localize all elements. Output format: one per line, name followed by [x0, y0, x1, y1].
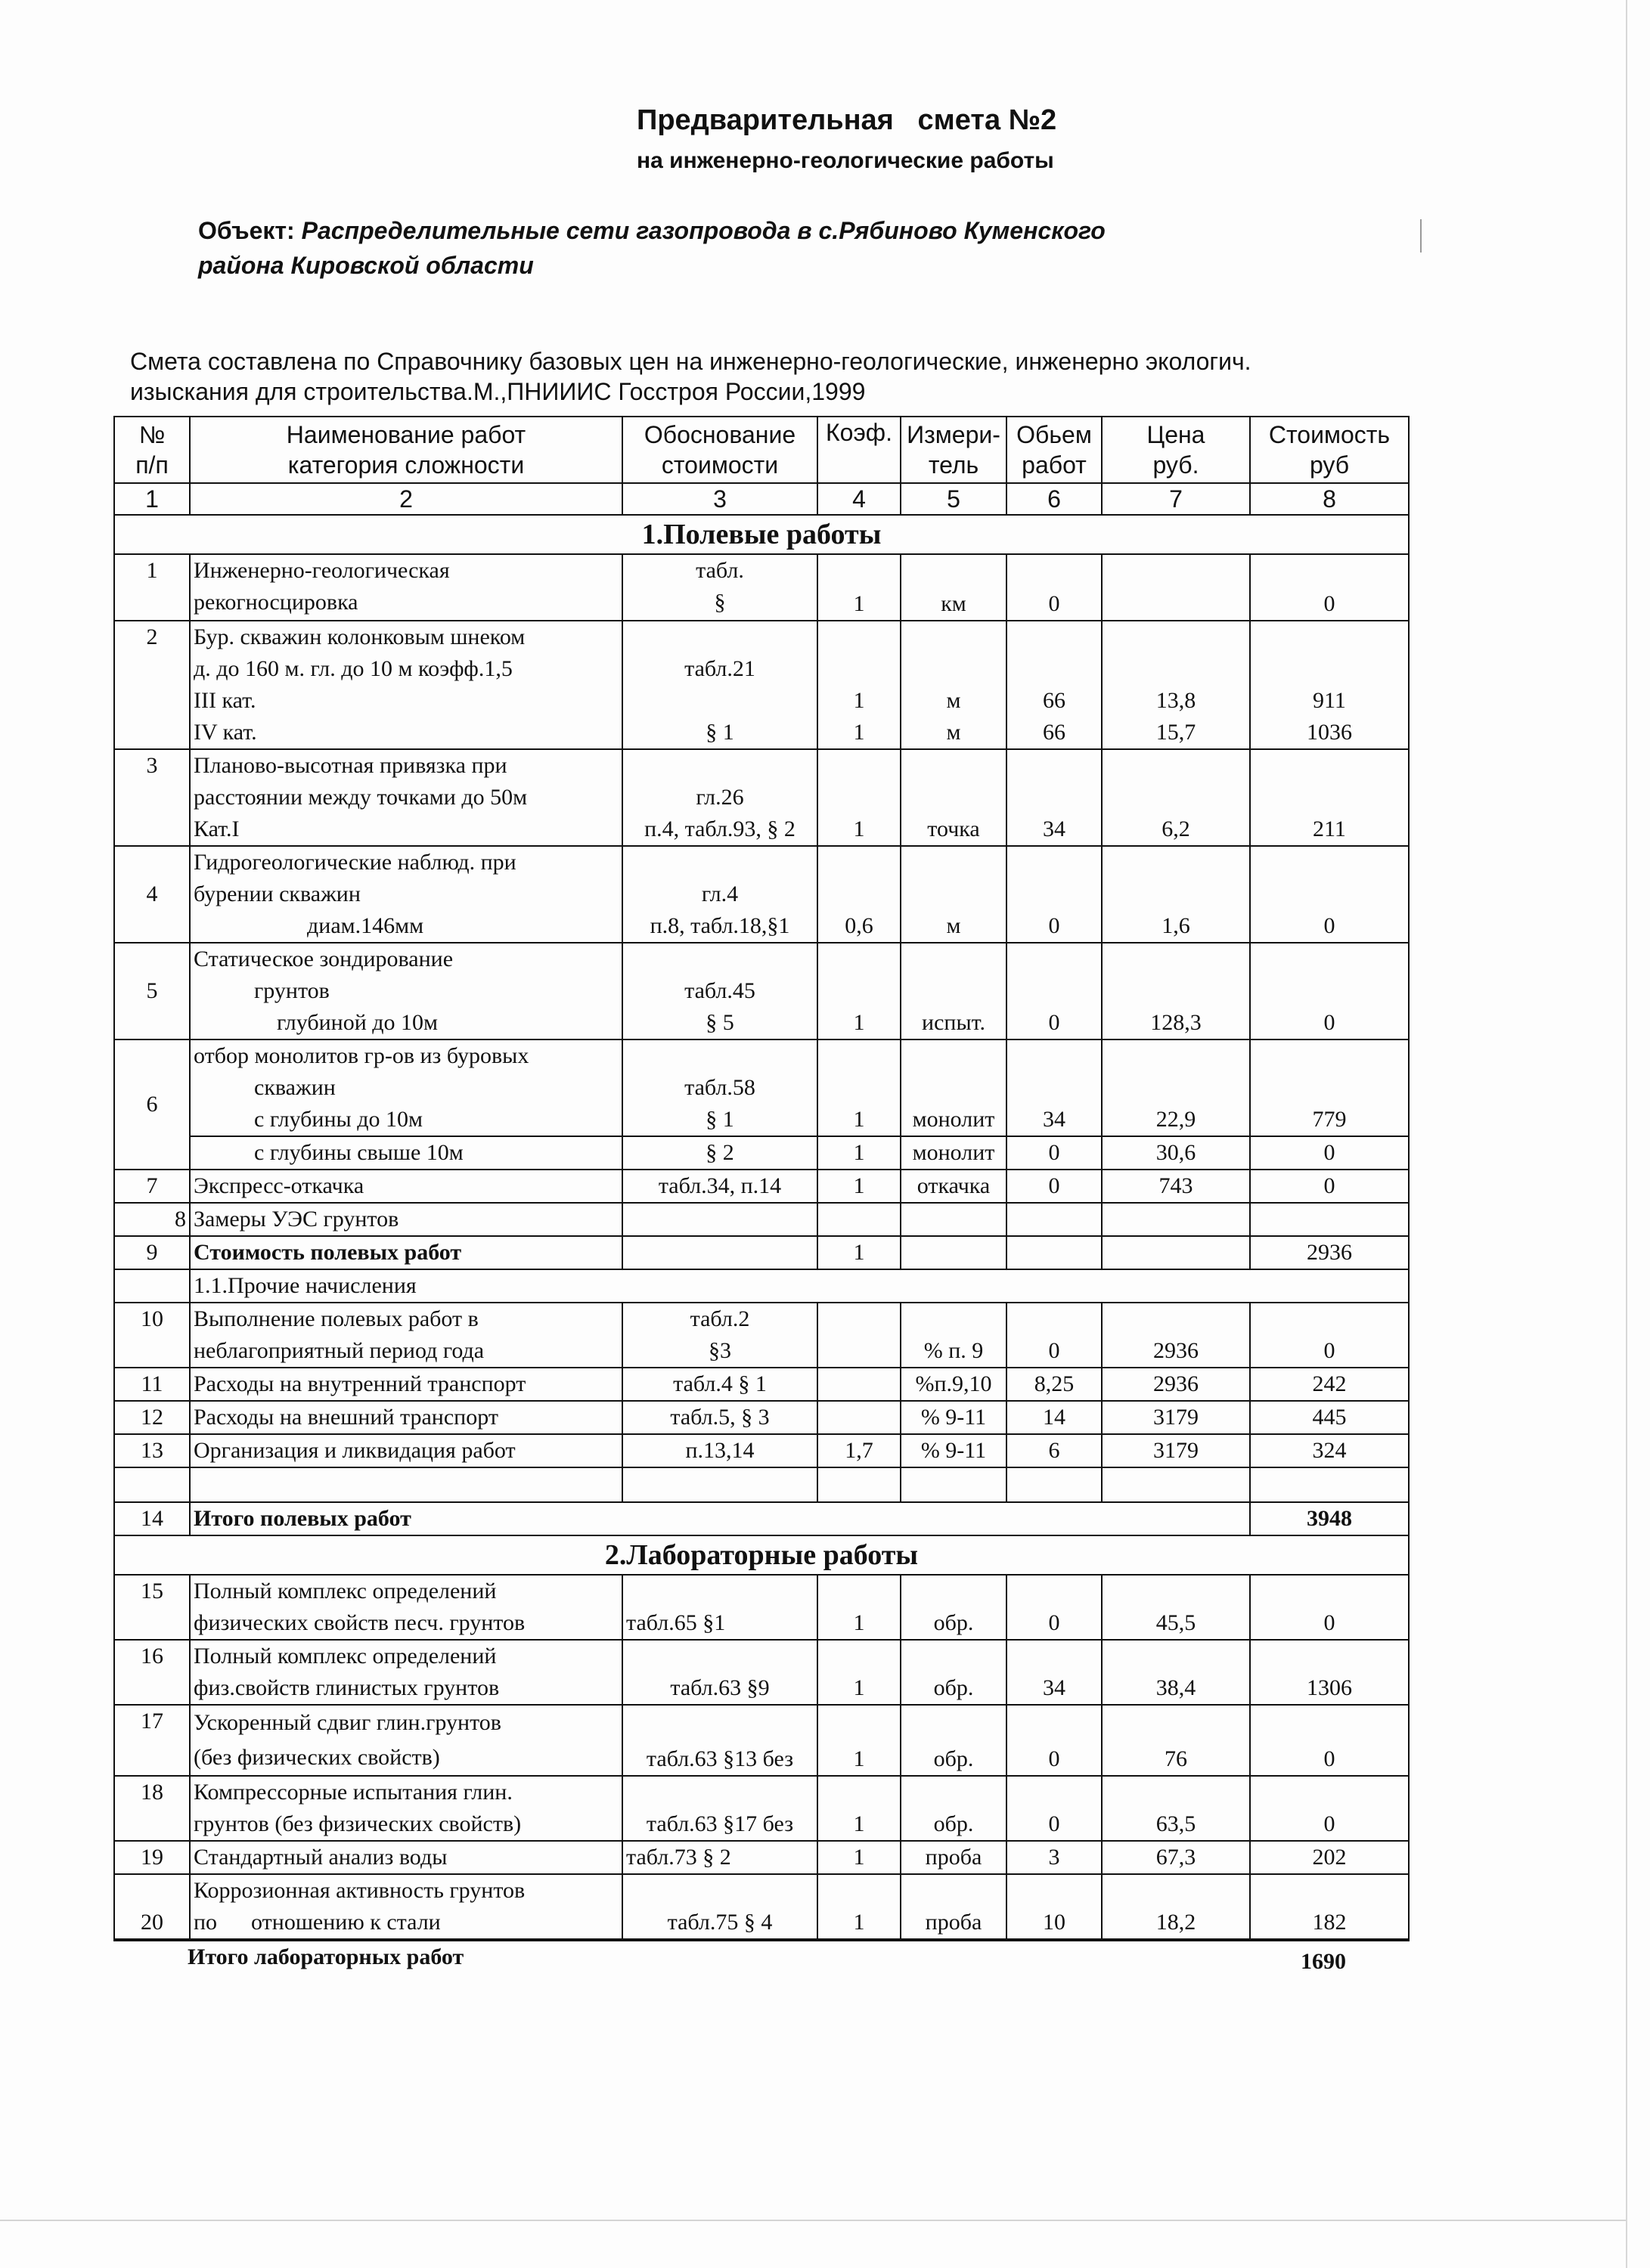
row-basis: табл.4 § 1	[622, 1368, 817, 1401]
row-name: Инженерно-геологическая рекогносцировка	[190, 554, 622, 621]
row-price	[1102, 554, 1250, 621]
row-cost: 0	[1250, 943, 1409, 1040]
empty-cell	[817, 1203, 901, 1236]
row-number: 5	[114, 943, 190, 1040]
col-number: 5	[901, 483, 1006, 515]
row-unit: м	[901, 846, 1006, 943]
table-row	[114, 1874, 1409, 1940]
row-volume: 0	[1006, 1705, 1102, 1776]
empty-cell	[817, 1303, 901, 1368]
object-line-1: Распределительные сети газопровода в с.Рябиново Куменского	[301, 217, 1106, 244]
row-unit: м м	[901, 621, 1006, 749]
row-name: Стандартный анализ воды	[190, 1841, 622, 1874]
row-coef: 1	[817, 1040, 901, 1136]
margin-mark	[1420, 219, 1422, 253]
empty-cell	[901, 1467, 1006, 1502]
row-cost: 0	[1250, 1136, 1409, 1170]
total-row	[114, 1502, 1409, 1535]
row-basis: § 2	[622, 1136, 817, 1170]
row-coef: 1	[817, 1841, 901, 1874]
row-unit: % 9-11	[901, 1434, 1006, 1467]
row-coef: 1	[817, 554, 901, 621]
row-price: 45,5	[1102, 1575, 1250, 1640]
row-coef: 1	[817, 1236, 901, 1269]
row-cost: 0	[1250, 846, 1409, 943]
estimate-table	[113, 416, 1410, 1941]
col-number: 1	[114, 483, 190, 515]
row-name: Замеры УЭС грунтов	[190, 1203, 622, 1236]
row-cost: 324	[1250, 1434, 1409, 1467]
empty-cell	[1250, 1467, 1409, 1502]
row-volume: 3	[1006, 1841, 1102, 1874]
row-cost: 911 1036	[1250, 621, 1409, 749]
col-number: 8	[1250, 483, 1409, 515]
empty-cell	[622, 1203, 817, 1236]
table-row	[114, 1841, 1409, 1874]
empty-cell	[622, 1236, 817, 1269]
empty-cell	[1006, 1467, 1102, 1502]
header-unit: Измери- тель	[901, 417, 1006, 483]
row-volume: 14	[1006, 1401, 1102, 1434]
header-price: Цена руб.	[1102, 417, 1250, 483]
row-unit: обр.	[901, 1575, 1006, 1640]
row-number: 11	[114, 1368, 190, 1401]
section-title-lab-works: 2.Лабораторные работы	[114, 1535, 1409, 1575]
empty-cell	[1102, 1236, 1250, 1269]
table-row	[114, 846, 1409, 943]
row-volume: 66 66	[1006, 621, 1102, 749]
row-unit: испыт.	[901, 943, 1006, 1040]
row-unit: монолит	[901, 1136, 1006, 1170]
row-coef: 1	[817, 1705, 901, 1776]
row-number: 2	[114, 621, 190, 749]
table-row	[114, 1303, 1409, 1368]
row-price: 18,2	[1102, 1874, 1250, 1940]
source-note-line-1: Смета составлена по Справочнику базовых цен на инженерно-геологические, инженерно экологич.	[130, 348, 1251, 375]
empty-cell	[190, 1467, 622, 1502]
row-number: 4	[114, 846, 190, 943]
row-name: Расходы на внешний транспорт	[190, 1401, 622, 1434]
subtotal-row	[114, 1236, 1409, 1269]
row-basis: табл.5, § 3	[622, 1401, 817, 1434]
table-row	[114, 1368, 1409, 1401]
header-volume: Обьем работ	[1006, 417, 1102, 483]
table-row	[114, 1575, 1409, 1640]
row-name: Бур. скважин колонковым шнеком д. до 160 м. гл. до 10 м коэфф.1,5 III кат. IV кат.	[190, 621, 622, 749]
row-number: 1	[114, 554, 190, 621]
lab-total-label: Итого лабораторных работ	[188, 1944, 464, 1969]
row-basis: гл.26 п.4, табл.93, § 2	[622, 749, 817, 846]
col-number: 2	[190, 483, 622, 515]
row-volume: 8,25	[1006, 1368, 1102, 1401]
col-number: 6	[1006, 483, 1102, 515]
row-name: Полный комплекс определений физических свойств песч. грунтов	[190, 1575, 622, 1640]
empty-cell	[901, 1203, 1006, 1236]
section-title-field-works: 1.Полевые работы	[114, 515, 1409, 554]
row-cost: 0	[1250, 554, 1409, 621]
row-price: 3179	[1102, 1434, 1250, 1467]
row-basis: табл.65 §1	[622, 1575, 817, 1640]
row-basis: п.13,14	[622, 1434, 817, 1467]
row-unit: обр.	[901, 1776, 1006, 1841]
empty-cell	[622, 1467, 817, 1502]
row-cost: 0	[1250, 1303, 1409, 1368]
row-price: 22,9	[1102, 1040, 1250, 1136]
row-price: 2936	[1102, 1368, 1250, 1401]
row-price: 3179	[1102, 1401, 1250, 1434]
table-row	[114, 1776, 1409, 1841]
row-price: 6,2	[1102, 749, 1250, 846]
table-row	[114, 1401, 1409, 1434]
row-basis: табл.21 § 1	[622, 621, 817, 749]
table-header-row	[114, 417, 1409, 483]
table-row	[114, 943, 1409, 1040]
lab-total-value: 1690	[1301, 1949, 1346, 1974]
row-basis: табл.58 § 1	[622, 1040, 817, 1136]
row-unit: откачка	[901, 1170, 1006, 1203]
row-cost: 202	[1250, 1841, 1409, 1874]
row-unit: обр.	[901, 1705, 1006, 1776]
row-volume: 0	[1006, 1170, 1102, 1203]
scan-edge-right	[1626, 0, 1627, 2268]
row-coef: 1	[817, 749, 901, 846]
table-row	[114, 749, 1409, 846]
empty-cell	[901, 1236, 1006, 1269]
scan-edge-bottom	[0, 2220, 1626, 2221]
row-volume: 0	[1006, 846, 1102, 943]
row-number: 6	[114, 1040, 190, 1170]
table-row	[114, 1705, 1409, 1776]
object-label: Объект:	[198, 217, 295, 244]
row-volume: 34	[1006, 1040, 1102, 1136]
row-unit: проба	[901, 1874, 1006, 1940]
row-volume: 10	[1006, 1874, 1102, 1940]
row-name: отбор монолитов гр-ов из буровых скважин с глубины до 10м	[190, 1040, 622, 1136]
section-row	[114, 515, 1409, 554]
row-number: 20	[114, 1874, 190, 1940]
row-cost: 242	[1250, 1368, 1409, 1401]
row-volume: 6	[1006, 1434, 1102, 1467]
row-coef: 1	[817, 1170, 901, 1203]
row-price: 67,3	[1102, 1841, 1250, 1874]
col-number: 7	[1102, 483, 1250, 515]
row-cost: 211	[1250, 749, 1409, 846]
document-subtitle: на инженерно-геологические работы	[637, 148, 1054, 173]
row-unit: проба	[901, 1841, 1006, 1874]
row-unit: км	[901, 554, 1006, 621]
row-name: Ускоренный сдвиг глин.грунтов (без физических свойств)	[190, 1705, 622, 1776]
row-unit: % 9-11	[901, 1401, 1006, 1434]
empty-cell	[817, 1368, 901, 1401]
table-row	[114, 621, 1409, 749]
row-price: 13,8 15,7	[1102, 621, 1250, 749]
row-name: Стоимость полевых работ	[190, 1236, 622, 1269]
empty-cell	[1102, 1467, 1250, 1502]
row-basis: табл.34, п.14	[622, 1170, 817, 1203]
row-name: Статическое зондирование грунтов глубиной до 10м	[190, 943, 622, 1040]
row-name: Компрессорные испытания глин. грунтов (без физических свойств)	[190, 1776, 622, 1841]
col-number: 4	[817, 483, 901, 515]
row-name: Коррозионная активность грунтов по отношению к стали	[190, 1874, 622, 1940]
object-description	[198, 213, 1257, 283]
row-basis: табл.63 §17 без	[622, 1776, 817, 1841]
source-note-line-2: изыскания для строительства.М.,ПНИИИС Госстроя России,1999	[130, 378, 866, 405]
row-cost: 0	[1250, 1705, 1409, 1776]
row-unit: обр.	[901, 1640, 1006, 1705]
row-name: Гидрогеологические наблюд. при бурении скважин диам.146мм	[190, 846, 622, 943]
row-name: Выполнение полевых работ в неблагоприятный период года	[190, 1303, 622, 1368]
row-cost: 445	[1250, 1401, 1409, 1434]
section-row	[114, 1535, 1409, 1575]
column-number-row	[114, 483, 1409, 515]
row-volume: 0	[1006, 554, 1102, 621]
row-cost: 0	[1250, 1170, 1409, 1203]
row-number: 14	[114, 1502, 190, 1535]
row-coef: 1,7	[817, 1434, 901, 1467]
row-number: 9	[114, 1236, 190, 1269]
table-row	[114, 1434, 1409, 1467]
table-row	[114, 1170, 1409, 1203]
row-number: 18	[114, 1776, 190, 1841]
row-coef: 1	[817, 1640, 901, 1705]
row-volume: 34	[1006, 1640, 1102, 1705]
row-cost: 0	[1250, 1575, 1409, 1640]
subsection-title: 1.1.Прочие начисления	[190, 1269, 1409, 1303]
row-name: Организация и ликвидация работ	[190, 1434, 622, 1467]
row-price: 1,6	[1102, 846, 1250, 943]
row-number: 3	[114, 749, 190, 846]
row-name: Экспресс-откачка	[190, 1170, 622, 1203]
row-cost: 779	[1250, 1040, 1409, 1136]
row-name: с глубины свыше 10м	[190, 1136, 622, 1170]
subsection-row	[114, 1269, 1409, 1303]
row-coef: 1	[817, 1776, 901, 1841]
row-number: 12	[114, 1401, 190, 1434]
col-number: 3	[622, 483, 817, 515]
row-price: 30,6	[1102, 1136, 1250, 1170]
row-price: 63,5	[1102, 1776, 1250, 1841]
row-price: 743	[1102, 1170, 1250, 1203]
empty-cell	[817, 1467, 901, 1502]
row-cost: 1306	[1250, 1640, 1409, 1705]
row-unit: % п. 9	[901, 1303, 1006, 1368]
table-row	[114, 1203, 1409, 1236]
row-volume: 0	[1006, 1575, 1102, 1640]
header-n: № п/п	[114, 417, 190, 483]
table-row	[114, 1640, 1409, 1705]
empty-cell	[1006, 1236, 1102, 1269]
header-name: Наименование работ категория сложности	[190, 417, 622, 483]
row-coef: 1	[817, 1874, 901, 1940]
row-price: 128,3	[1102, 943, 1250, 1040]
row-volume: 0	[1006, 943, 1102, 1040]
row-volume: 0	[1006, 1776, 1102, 1841]
row-basis: табл.45 § 5	[622, 943, 817, 1040]
empty-cell	[1102, 1203, 1250, 1236]
empty-cell	[114, 1269, 190, 1303]
row-name: Планово-высотная привязка при расстоянии между точками до 50м Кат.I	[190, 749, 622, 846]
row-cost: 0	[1250, 1776, 1409, 1841]
row-volume: 0	[1006, 1136, 1102, 1170]
row-basis: гл.4 п.8, табл.18,§1	[622, 846, 817, 943]
row-number: 7	[114, 1170, 190, 1203]
header-coef: Коэф.	[817, 417, 901, 483]
object-line-2: района Кировской области	[198, 252, 534, 279]
row-number: 15	[114, 1575, 190, 1640]
row-price: 38,4	[1102, 1640, 1250, 1705]
row-volume: 0	[1006, 1303, 1102, 1368]
row-number: 19	[114, 1841, 190, 1874]
row-number: 17	[114, 1705, 190, 1776]
row-coef: 1	[817, 943, 901, 1040]
row-coef: 1	[817, 1136, 901, 1170]
table-row	[114, 554, 1409, 621]
row-unit: %п.9,10	[901, 1368, 1006, 1401]
row-cost: 3948	[1250, 1502, 1409, 1535]
row-cost: 2936	[1250, 1236, 1409, 1269]
row-coef: 1	[817, 1575, 901, 1640]
empty-cell	[1006, 1203, 1102, 1236]
header-basis: Обоснование стоимости	[622, 417, 817, 483]
row-number: 10	[114, 1303, 190, 1368]
row-price: 2936	[1102, 1303, 1250, 1368]
row-name: Итого полевых работ	[190, 1502, 1250, 1535]
document-title: Предварительная смета №2	[637, 104, 1057, 136]
row-cost: 182	[1250, 1874, 1409, 1940]
row-number: 13	[114, 1434, 190, 1467]
row-basis: табл. §	[622, 554, 817, 621]
table-row	[114, 1136, 1409, 1170]
source-note	[130, 346, 1400, 407]
row-basis: табл.75 § 4	[622, 1874, 817, 1940]
row-basis: табл.73 § 2	[622, 1841, 817, 1874]
empty-cell	[114, 1467, 190, 1502]
row-basis: табл.2 §3	[622, 1303, 817, 1368]
row-basis: табл.63 §13 без	[622, 1705, 817, 1776]
row-coef: 1 1	[817, 621, 901, 749]
row-unit: точка	[901, 749, 1006, 846]
row-price: 76	[1102, 1705, 1250, 1776]
row-number: 16	[114, 1640, 190, 1705]
row-volume: 34	[1006, 749, 1102, 846]
row-name: Полный комплекс определений физ.свойств глинистых грунтов	[190, 1640, 622, 1705]
empty-row	[114, 1467, 1409, 1502]
row-basis: табл.63 §9	[622, 1640, 817, 1705]
row-coef: 0,6	[817, 846, 901, 943]
row-number: 8	[114, 1203, 190, 1236]
header-cost: Стоимость руб	[1250, 417, 1409, 483]
row-unit: монолит	[901, 1040, 1006, 1136]
empty-cell	[817, 1401, 901, 1434]
row-name: Расходы на внутренний транспорт	[190, 1368, 622, 1401]
empty-cell	[1250, 1203, 1409, 1236]
table-row	[114, 1040, 1409, 1136]
